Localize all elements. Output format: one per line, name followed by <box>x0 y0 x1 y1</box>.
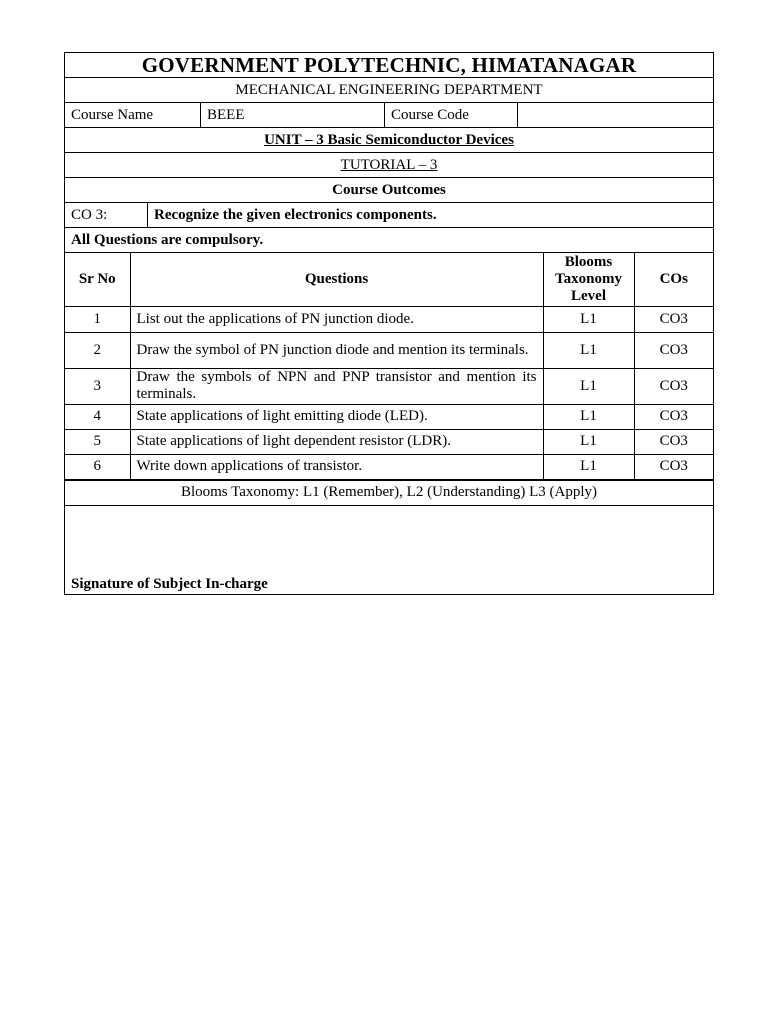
signature-block <box>65 506 713 594</box>
header-blooms-level: Blooms Taxonomy Level <box>543 253 634 306</box>
row-sr: 2 <box>65 332 130 368</box>
instruction-row <box>65 228 713 253</box>
header-sr-no: Sr No <box>65 253 130 306</box>
questions-table-wrap <box>65 253 713 481</box>
row-question: State applications of light emitting diode (LED). <box>130 404 543 429</box>
institute-name: GOVERNMENT POLYTECHNIC, HIMATANAGAR <box>141 52 637 77</box>
co-row <box>65 203 713 228</box>
instruction-text: All Questions are compulsory. <box>71 231 264 248</box>
co-text: Recognize the given electronics components. <box>147 203 713 227</box>
unit-title: UNIT – 3 Basic Semiconductor Devices <box>264 131 514 148</box>
course-code-value <box>517 103 713 127</box>
table-row <box>65 368 713 404</box>
row-co: CO3 <box>634 429 713 454</box>
tutorial-row <box>65 153 713 178</box>
signature-label: Signature of Subject In-charge <box>71 575 268 592</box>
outcomes-heading: Course Outcomes <box>332 181 446 198</box>
row-level: L1 <box>543 404 634 429</box>
row-co: CO3 <box>634 454 713 479</box>
tutorial-title: TUTORIAL – 3 <box>340 156 438 173</box>
questions-table <box>65 253 713 480</box>
row-question: State applications of light dependent resistor (LDR). <box>130 429 543 454</box>
blooms-legend: Blooms Taxonomy: L1 (Remember), L2 (Understanding) L3 (Apply) <box>180 484 598 500</box>
table-row <box>65 404 713 429</box>
row-level: L1 <box>543 454 634 479</box>
course-code-label: Course Code <box>384 103 517 127</box>
row-level: L1 <box>543 306 634 332</box>
row-question: Draw the symbol of PN junction diode and mention its terminals. <box>130 332 543 368</box>
row-sr: 5 <box>65 429 130 454</box>
table-header-row <box>65 253 713 306</box>
table-row <box>65 454 713 479</box>
course-name-value: BEEE <box>200 103 384 127</box>
department-name: MECHANICAL ENGINEERING DEPARTMENT <box>235 81 543 98</box>
legend-row <box>65 481 713 506</box>
row-sr: 1 <box>65 306 130 332</box>
table-row <box>65 429 713 454</box>
table-row <box>65 332 713 368</box>
row-sr: 4 <box>65 404 130 429</box>
course-row <box>65 103 713 128</box>
row-co: CO3 <box>634 404 713 429</box>
course-name-label: Course Name <box>71 106 154 123</box>
row-question: List out the applications of PN junction diode. <box>130 306 543 332</box>
row-sr: 6 <box>65 454 130 479</box>
tutorial-sheet <box>64 52 714 595</box>
row-level: L1 <box>543 368 634 404</box>
row-sr: 3 <box>65 368 130 404</box>
header-questions: Questions <box>130 253 543 306</box>
department-row <box>65 78 713 103</box>
table-row <box>65 306 713 332</box>
outcomes-heading-row <box>65 178 713 203</box>
unit-row <box>65 128 713 153</box>
co-label: CO 3: <box>71 206 108 223</box>
row-co: CO3 <box>634 368 713 404</box>
row-question: Write down applications of transistor. <box>130 454 543 479</box>
header-cos: COs <box>634 253 713 306</box>
row-co: CO3 <box>634 332 713 368</box>
row-co: CO3 <box>634 306 713 332</box>
row-question: Draw the symbols of NPN and PNP transistor and mention its terminals. <box>130 368 543 404</box>
row-level: L1 <box>543 332 634 368</box>
institute-title <box>65 53 713 78</box>
row-level: L1 <box>543 429 634 454</box>
